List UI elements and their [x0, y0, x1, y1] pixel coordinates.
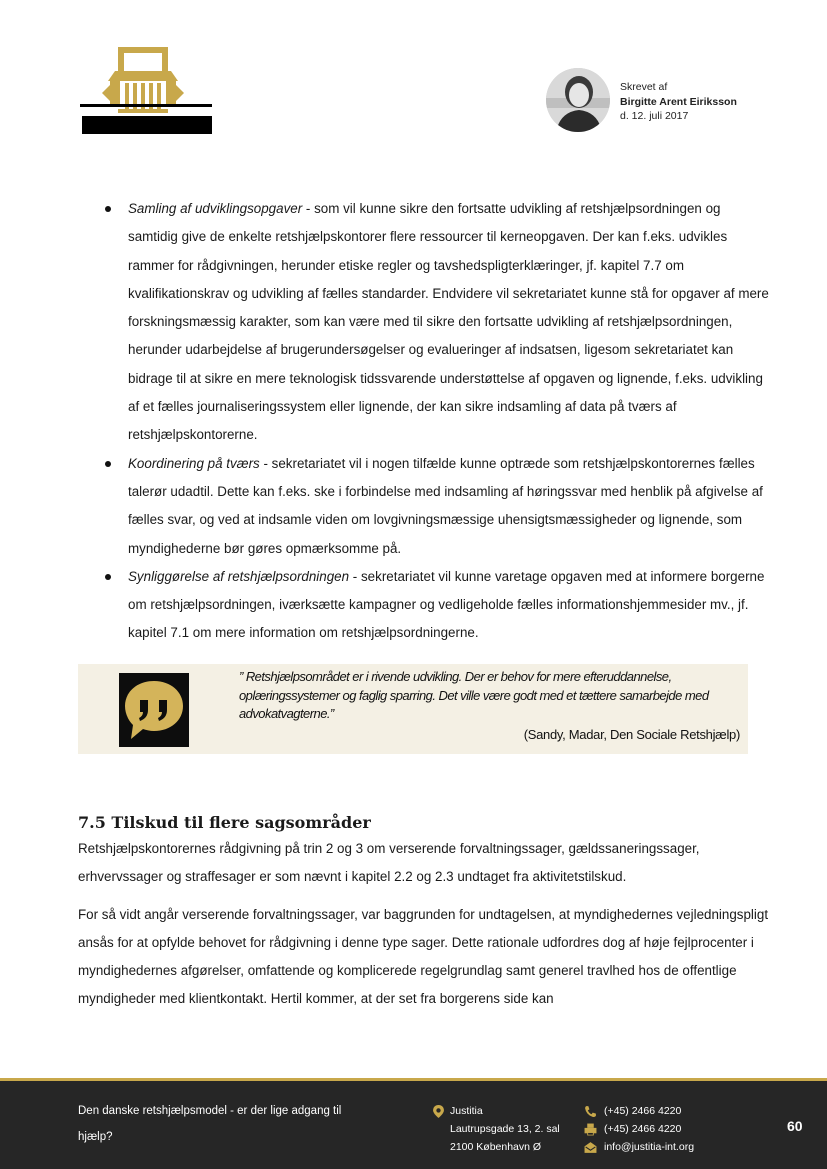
footer-title: Den danske retshjælpsmodel - er der lige adgang til hjælp? [78, 1105, 342, 1143]
paragraph: For så vidt angår verserende forvaltningssager, var baggrunden for undtagelsen, at myndighedernes vejledningspligt ansås for at opfylde behovet for rådgivning i denne type sager. Dette rationale udfordres dog af høje fejlprocenter i myndighedernes afgørelser, omfattende og komplicerede regelgrundlag samt generel travlhed hos de offentlige myndigheder med klientkontakt. Hertil kommer, at der set fra borgerens side kan [78, 906, 769, 1007]
page-footer [0, 1078, 827, 1169]
list-item-text: - som vil kunne sikre den fortsatte udvikling af retshjælpsordningen og samtidig give de enkelte retshjælpskontorer flere ressourcer til kerneopgaven. Der kan f.eks. udvikles rammer for rådgivningen, herunder etiske regler og tavshedspligterklæringer, jf. kapitel 7.7 om kvalifikationskrav og udvikling af fælles standarder. Endvidere vil sekretariatet kunne stå for opgaver af mere forskningsmæssig karakter, som kan være med til sikre den fortsatte udvikling af retshjælpsordningen, herunder udarbejdelse af brugerundersøgelser og evalueringer af indsatsen, ligesom sekretariatet kan bidrage til at sikre en mere teknologisk tidssvarende understøttelse af opgaven og lignende, f.eks. udvikling af et fælles journaliseringssystem eller lignende, der kan sikre indsamling af data på tværs af retshjælpskontorerne. [128, 201, 769, 443]
list-item [78, 450, 770, 563]
list-item-term: Synliggørelse af retshjælpsordningen [128, 568, 350, 584]
written-by-label: Skrevet af [620, 81, 668, 93]
list-item [78, 563, 770, 648]
task-list [78, 195, 770, 648]
footer-org: Justitia [450, 1105, 483, 1117]
footer-street: Lautrupsgade 13, 2. sal [450, 1123, 560, 1135]
author-avatar [546, 68, 610, 132]
page-number: 60 [787, 1118, 803, 1134]
fax-icon [584, 1123, 597, 1136]
quote-bubble-icon [119, 673, 189, 747]
list-item-term: Samling af udviklingsopgaver [128, 201, 303, 216]
footer-fax: (+45) 2466 4220 [604, 1123, 682, 1135]
quote-box [78, 664, 748, 754]
quote-source: (Sandy, Madar, Den Sociale Retshjælp) [523, 727, 740, 742]
footer-phone[interactable]: (+45) 2466 4220 [604, 1105, 682, 1117]
footer-gold-rule [0, 1078, 827, 1081]
location-pin-icon [432, 1105, 445, 1118]
author-block [546, 68, 796, 132]
author-date: d. 12. juli 2017 [620, 110, 689, 122]
footer-city: 2100 København Ø [450, 1141, 542, 1153]
list-item [78, 195, 770, 450]
list-item-term: Koordinering på tværs [128, 455, 260, 471]
footer-email[interactable]: info@justitia-int.org [604, 1141, 695, 1153]
section-heading: 7.5 Tilskud til flere sagsområder [78, 813, 371, 832]
body-content [78, 195, 770, 648]
phone-icon [584, 1105, 597, 1118]
footer-address [432, 1102, 560, 1156]
justitia-logo [80, 45, 214, 135]
list-item-text: - sekretariatet vil kunne varetage opgaven med at informere borgerne om retshjælpsordningen, iværksætte kampagner og vedligeholde fælles informationshjemmesider mv., jf. kapitel 7.1 om mere information om retshjælpsordningerne. [128, 568, 765, 641]
email-icon [584, 1141, 597, 1154]
bullet-icon [105, 574, 111, 580]
list-item-text: - sekretariatet vil i nogen tilfælde kunne optræde som retshjælpskontorernes fælles talerør udadtil. Dette kan f.eks. ske i forbindelse med indsamling af høringssvar med henblik på afgivelse af fælles svar, og ved at indsamle viden om lovgivningsmæssige uhensigtsmæssigheder og lignende, som myndighederne bør gøres opmærksomme på. [128, 455, 763, 556]
author-name: Birgitte Arent Eiriksson [620, 95, 737, 108]
footer-contact [584, 1102, 694, 1156]
paragraph: Retshjælpskontorernes rådgivning på trin 2 og 3 om verserende forvaltningssager, gældssaneringssager, erhvervssager og straffesager er som nævnt i kapitel 2.2 og 2.3 undtaget fra aktivitetstilskud. [78, 841, 700, 885]
quote-text: ” Retshjælpsområdet er i rivende udvikling. Der er behov for mere efteruddannelse, oplæringssystemer og faglig sparring. Det ville være godt med et tættere samarbejde med advokatvagterne.” [239, 669, 709, 721]
bullet-icon [105, 206, 111, 212]
bullet-icon [105, 461, 111, 467]
section-7-5 [78, 811, 770, 1014]
